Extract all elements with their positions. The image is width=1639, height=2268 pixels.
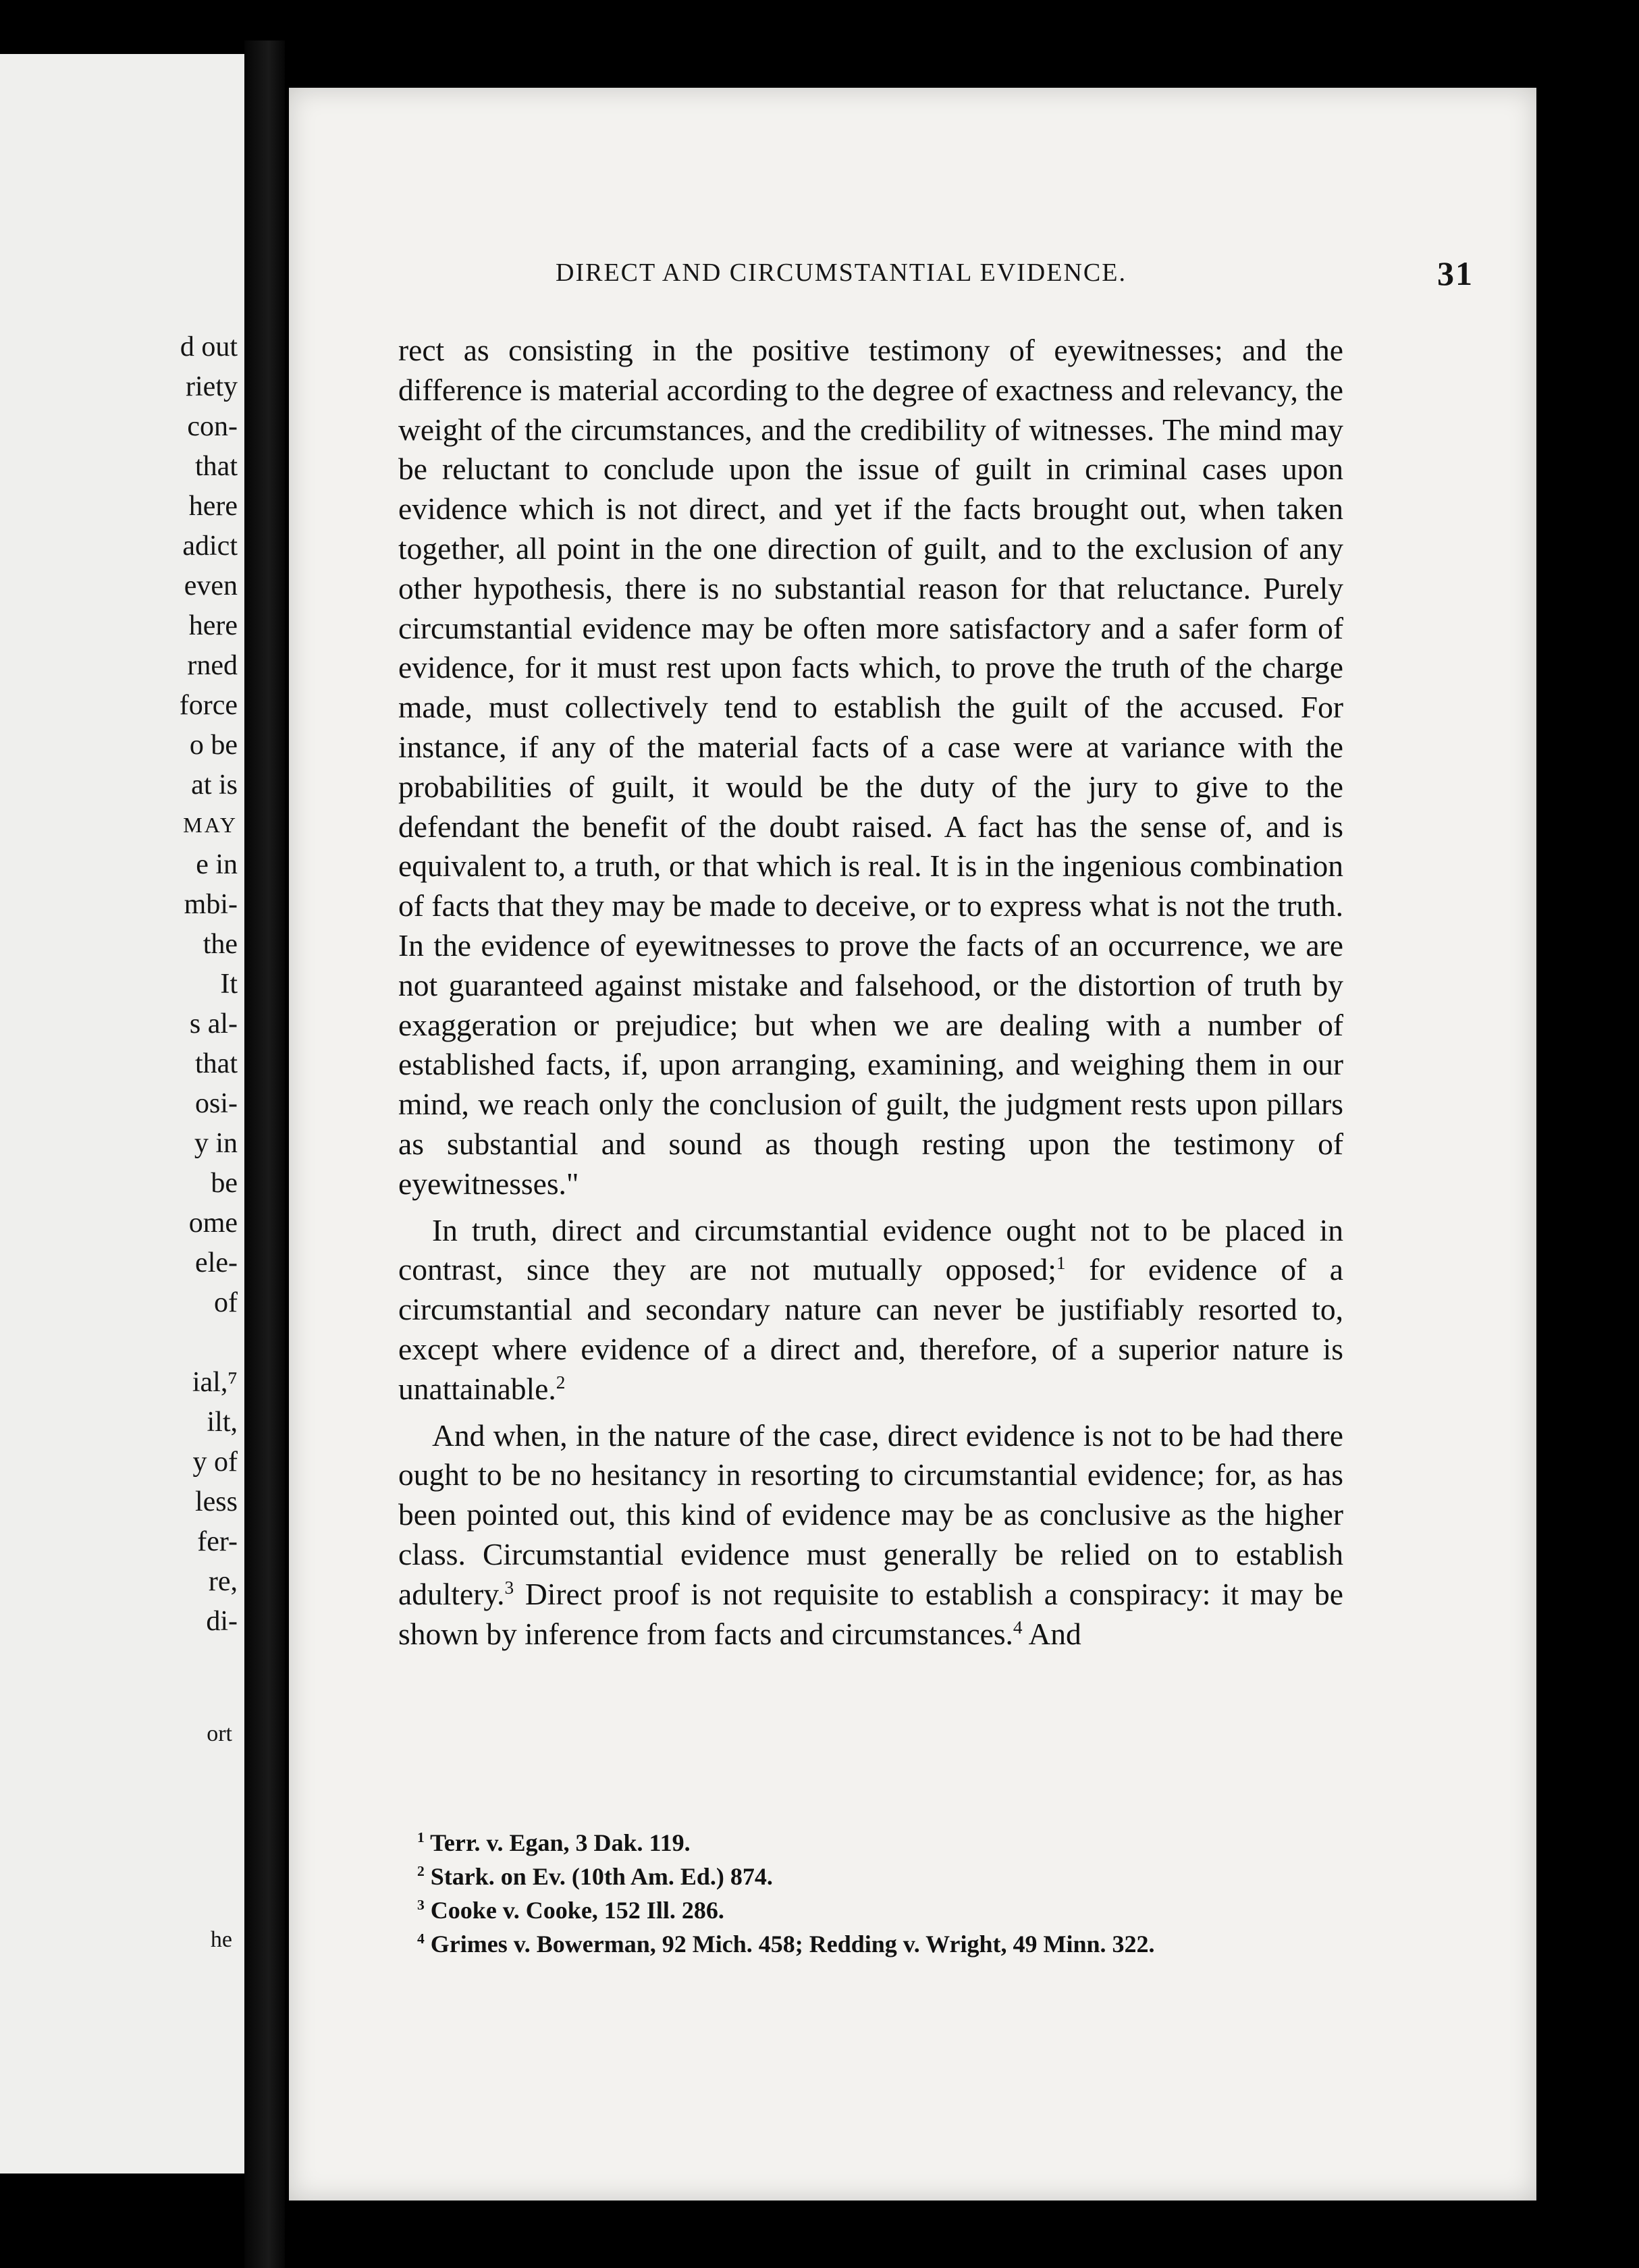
footnote-mark: 2 bbox=[417, 1863, 425, 1879]
previous-page-line-fragment: here bbox=[188, 610, 238, 641]
footnote bbox=[417, 1927, 1362, 1961]
footnote bbox=[417, 1893, 1362, 1927]
running-head-title: DIRECT AND CIRCUMSTANTIAL EVIDENCE. bbox=[556, 259, 1127, 287]
previous-page-line-fragment: ome bbox=[188, 1208, 238, 1239]
previous-page-footnote-fragment: he bbox=[210, 1927, 232, 1952]
previous-page-line-fragment: s al- bbox=[189, 1008, 238, 1040]
footnote-mark: 1 bbox=[417, 1829, 425, 1845]
previous-page-line-fragment: o be bbox=[189, 730, 238, 761]
paragraph bbox=[398, 1211, 1343, 1409]
previous-page-line-fragment: ial,⁷ bbox=[192, 1367, 238, 1398]
previous-page-line-fragment: con- bbox=[187, 411, 238, 442]
paragraph-text: And when, in the nature of the case, direct evidence is not to be had there ought to be no hesitancy in resorting to circumstantial evidence; for, as has been pointed out, this kind of evidence may be as conclusive as the higher class. Circumstantial evidence must generally be relied on to establish adultery. bbox=[398, 1418, 1343, 1611]
previous-page-line-fragment: be bbox=[211, 1168, 238, 1199]
paragraph: rect as consisting in the positive testimony of eyewitnesses; and the difference is material according to the degree of exactness and relevancy, the weight of the circumstances, and the credibility of witnesses. The mind may be reluctant to conclude upon the issue of guilt in criminal cases upon evidence which is not direct, and yet if the facts brought out, when taken together, all point in the one direction of guilt, and to the exclusion of any other hypothesis, there is no substantial reason for that reluctance. Purely circumstantial evidence may be often more satisfactory and a safer form of evidence, for it must rest upon facts which, to prove the truth of the charge made, must collectively tend to establish the guilt of the accused. For instance, if any of the material facts of a case were at variance with the probabilities of guilt, it would be the duty of the jury to give to the defendant the benefit of the doubt raised. A fact has the sense of, and is equivalent to, a truth, or that which is real. It is in the ingenious combination of facts that they may be made to deceive, or to express what is not the truth. In the evidence of eyewitnesses to prove the facts of an occurrence, we are not guaranteed against mistake and falsehood, or the distortion of truth by exaggeration or prejudice; but when we are dealing with a number of established facts, if, upon arranging, examining, and weighing them in our mind, we reach only the conclusion of guilt, the judgment rests upon pillars as substantial and sound as though resting upon the testimony of eyewitnesses." bbox=[398, 333, 1343, 1201]
previous-page-fragment bbox=[0, 54, 244, 2174]
paragraph bbox=[398, 1416, 1343, 1654]
footnote-ref: 3 bbox=[504, 1577, 514, 1598]
footnote-ref: 4 bbox=[1013, 1617, 1023, 1638]
previous-page-line-fragment: here bbox=[188, 491, 238, 522]
previous-page-line-fragment: of bbox=[214, 1287, 238, 1318]
footnotes bbox=[417, 1826, 1362, 1961]
footnote-ref: 1 bbox=[1056, 1253, 1066, 1274]
previous-page-line-fragment: d out bbox=[180, 331, 238, 362]
previous-page-line-fragment: riety bbox=[186, 371, 238, 402]
previous-page-line-fragment: MAY bbox=[183, 813, 238, 837]
paragraph-text: In truth, direct and circumstantial evidence ought not to be placed in contrast, since they are not mutually opposed; bbox=[398, 1212, 1343, 1287]
previous-page-line-fragment: y of bbox=[192, 1447, 238, 1478]
paragraph-text: for evidence of a circumstantial and secondary nature can never be justifiably resorted to, except where evidence of a direct and, therefore, of a superior nature is unattainable. bbox=[398, 1252, 1344, 1406]
previous-page-line-fragment: the bbox=[203, 929, 238, 960]
previous-page-line-fragment: even bbox=[184, 570, 238, 601]
previous-page-line-fragment: at is bbox=[191, 770, 238, 801]
body-text bbox=[398, 331, 1343, 1654]
previous-page-line-fragment: adict bbox=[182, 531, 238, 562]
book-page bbox=[289, 88, 1536, 2200]
footnote-mark: 4 bbox=[417, 1931, 425, 1947]
footnote bbox=[417, 1860, 1362, 1893]
footnote-text: Terr. v. Egan, 3 Dak. 119. bbox=[430, 1829, 691, 1856]
previous-page-line-fragment: rned bbox=[187, 650, 238, 681]
previous-page-line-fragments bbox=[180, 327, 238, 1642]
page-number: 31 bbox=[1437, 254, 1474, 292]
footnote-text: Cooke v. Cooke, 152 Ill. 286. bbox=[430, 1897, 724, 1924]
previous-page-line-fragment bbox=[180, 1323, 238, 1363]
previous-page-line-fragment: y in bbox=[194, 1128, 238, 1159]
previous-page-line-fragment: that bbox=[195, 1048, 238, 1079]
paragraph-text: Direct proof is not requisite to establish a conspiracy: it may be shown by inference from facts and circumstances. bbox=[398, 1576, 1343, 1651]
footnote-text: Stark. on Ev. (10th Am. Ed.) 874. bbox=[430, 1863, 773, 1890]
book-gutter bbox=[244, 40, 285, 2268]
previous-page-footnote-fragment: ort bbox=[207, 1721, 232, 1746]
previous-page-line-fragment: fer- bbox=[197, 1526, 238, 1557]
previous-page-line-fragment: less bbox=[195, 1486, 238, 1517]
previous-page-line-fragment: re, bbox=[208, 1566, 238, 1597]
previous-page-line-fragment: ilt, bbox=[207, 1407, 238, 1438]
previous-page-line-fragment: osi- bbox=[195, 1088, 238, 1119]
previous-page-line-fragment: that bbox=[195, 451, 238, 482]
previous-page-line-fragment: force bbox=[179, 690, 238, 721]
paragraph-text: And bbox=[1022, 1616, 1081, 1651]
previous-page-line-fragment: mbi- bbox=[184, 889, 238, 920]
previous-page-line-fragment: e in bbox=[196, 849, 238, 880]
footnote-mark: 3 bbox=[417, 1897, 425, 1913]
previous-page-line-fragment: It bbox=[220, 969, 238, 1000]
previous-page-line-fragment: di- bbox=[206, 1606, 238, 1637]
footnote-ref: 2 bbox=[556, 1372, 566, 1393]
footnote bbox=[417, 1826, 1362, 1860]
previous-page-line-fragment: ele- bbox=[195, 1247, 238, 1278]
footnote-text: Grimes v. Bowerman, 92 Mich. 458; Redding v. Wright, 49 Minn. 322. bbox=[430, 1931, 1155, 1958]
